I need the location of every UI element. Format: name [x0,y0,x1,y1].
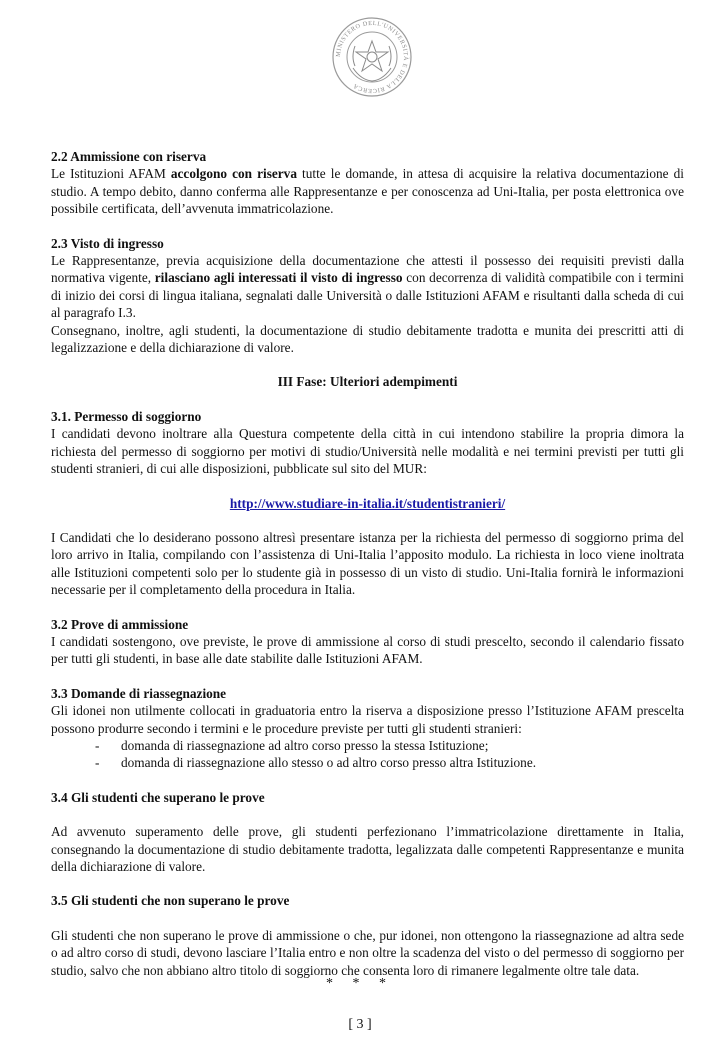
italian-republic-emblem-icon [331,16,413,98]
section-3-4-title: 3.4 Gli studenti che superano le prove [51,789,265,805]
bold-run: rilasciano agli interessati il visto di ingresso [154,270,403,286]
text-run: Le Istituzioni AFAM [51,166,171,182]
section-3-1-paragraph: I candidati devono inoltrare alla Questura competente della città in cui intendono stabilire la propria dimora la richiesta del permesso di soggiorno per motivi di studio/Università nelle modalità e nei termini previsti per tutti gli studenti stranieri, di cui alle disposizioni, pubblicate sul sito del MUR: [51,426,684,477]
reassignment-list [51,737,684,772]
section-3-1-paragraph-2: I Candidati che lo desiderano possono altresì presentare istanza per la richiesta del permesso di soggiorno prima del loro arrivo in Italia, compilando con l’assistenza di Uni-Italia l’apposito modulo. La richiesta in loco viene inoltrata alle Istituzioni competenti solo per lo studente già in possesso di un visto di studio. Uni-Italia fornirà le informazioni necessarie per il completamento della procedura in Italia. [51,529,684,598]
page-number: [ 3 ] [348,1017,372,1032]
svg-text:MINISTERO DELL'UNIVERSITÀ E DE [335,20,410,94]
section-3-3-title: 3.3 Domande di riassegnazione [51,685,227,701]
section-2-2-paragraph [51,165,684,217]
list-item: - domanda di riassegnazione ad altro corso presso la stessa Istituzione; [95,737,684,754]
bold-run: accolgono con riserva [170,166,297,182]
section-separator: * * * [326,976,394,991]
section-2-3-title: 2.3 Visto di ingresso [51,235,164,251]
section-3-5-paragraph: Gli studenti che non superano le prove di ammissione o che, pur idonei, non ottengono la riassegnazione ad altra sede o ad altro corso di studi, devono lasciare l’Italia entro e non oltre la scadenza del visto o del permesso di soggiorno per studio, salvo che non abbiano altro titolo di soggiorno che consenta loro di rimanere legalmente oltre tale data. [51,927,684,978]
section-3-3-paragraph: Gli idonei non utilmente collocati in graduatoria entro la riserva a disposizione presso l’Istituzione AFAM prescelta possono produrre secondo i termini e le procedure previste per tutti gli studenti stranieri: [51,703,684,736]
text-run: tutte le domande, in attesa di acquisire la relativa documentazione di studio. A tempo debito, danno conferma alle Rappresentanze e per conoscenza ad Uni-Italia, per posta elettronica ove possibile certificata, dell’avvenuta immatricolazione. [51,166,684,217]
phase-3-title: III Fase: Ulteriori adempimenti [277,374,458,390]
document-body [51,148,684,979]
text-run: con decorrenza di validità compatibile con i termini di inizio dei corsi di lingua italiana, segnalati dalle Università o dalle Istituzioni AFAM e risultanti dalla scheda di cui al paragrafo I.3. [51,270,684,321]
section-3-2-paragraph: I candidati sostengono, ove previste, le prove di ammissione al corso di studi prescelto, secondo il calendario fissato per tutti gli studenti, in base alle date stabilite dalle Istituzioni AFAM. [51,633,684,667]
seal-text: MINISTERO DELL'UNIVERSITÀ E DELLA RICERCA [334,19,410,95]
text-run: Le Rappresentanze, previa acquisizione della documentazione che attesti il possesso dei requisiti previsti dalla normativa vigente, [51,253,684,286]
section-2-3-paragraph-2: Consegnano, inoltre, agli studenti, la documentazione di studio debitamente tradotta e munita dei prescritti atti di legalizzazione e della dichiarazione di valore. [51,322,684,356]
section-3-1-title: 3.1. Permesso di soggiorno [51,408,202,424]
section-3-2-title: 3.2 Prove di ammissione [51,616,189,632]
section-2-3-paragraph [51,252,684,322]
studiare-in-italia-link[interactable]: http://www.studiare-in-italia.it/studentistranieri/ [229,495,506,511]
ministry-seal [331,16,413,98]
section-2-2-title: 2.2 Ammissione con riserva [51,149,207,164]
section-3-5-title: 3.5 Gli studenti che non superano le prove [51,893,290,909]
section-3-4-paragraph: Ad avvenuto superamento delle prove, gli studenti perfezionano l’immatricolazione direttamente in Italia, consegnando la documentazione di studio debitamente tradotta, legalizzata dalle competenti Rappresentanze e munita della dichiarazione di valore. [51,824,684,874]
list-item: - domanda di riassegnazione allo stesso o ad altro corso presso altra Istituzione. [95,754,684,771]
